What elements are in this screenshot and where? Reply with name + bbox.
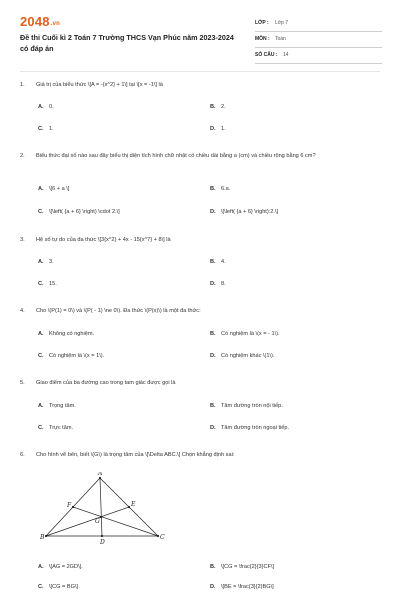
question-number: 4.	[20, 308, 25, 314]
option-label: A.	[38, 403, 44, 409]
question-text: Giá trị của biểu thức \[A = -{x^2} + 1\] tại \[x = -1\] là	[36, 82, 163, 88]
option-3b[interactable]	[210, 258, 226, 267]
label-f: F	[67, 502, 72, 509]
question-number: 1.	[20, 82, 25, 88]
question-number: 5.	[20, 380, 25, 386]
option-6c[interactable]	[38, 583, 78, 592]
label-b: B	[40, 534, 45, 541]
label-a: A	[98, 472, 103, 477]
point-e	[128, 506, 130, 508]
option-5d[interactable]	[210, 424, 289, 433]
option-text: \[\left( {a + 6} \right):2.\]	[221, 209, 279, 215]
option-label: C.	[38, 425, 44, 431]
logo-suffix: .vn	[50, 21, 61, 27]
option-text: 8.	[221, 281, 226, 287]
label-g: G	[95, 518, 100, 525]
option-1a[interactable]	[38, 103, 54, 112]
question-text: Hệ số tự do của đa thức \[3{x^2} + 4x - 15{x^7} + 8\] là	[36, 237, 171, 243]
option-label: D.	[210, 425, 216, 431]
option-4a[interactable]	[38, 330, 94, 339]
option-label: A.	[38, 104, 44, 110]
option-text: Có nghiệm là \(x = - 1\).	[221, 331, 280, 337]
option-text: \[BE = \frac{3}{2}BG\]	[221, 584, 274, 590]
option-text: Có nghiệm khác \(1\).	[221, 353, 275, 359]
meta-key: LỚP :	[255, 20, 269, 26]
option-label: D.	[210, 353, 216, 359]
question-text: Cho hình vẽ bên, biết \(G\) là trọng tâm của \[\Delta ABC.\] Chọn khẳng định sai:	[36, 452, 235, 458]
meta-key: SỐ CÂU :	[255, 52, 278, 58]
point-g	[100, 516, 102, 518]
option-label: A.	[38, 564, 44, 570]
point-c	[157, 535, 159, 537]
point-a	[99, 477, 101, 479]
option-text: 3.	[49, 259, 54, 265]
question-text: Cho \(P(1) = 0\) và \(P( - 1) \ne 0\). Đa thức \(P(x)\) là một đa thức:	[36, 308, 201, 314]
point-f	[72, 506, 74, 508]
question-text: Giao điểm của ba đường cao trong tam giác được gọi là	[36, 380, 176, 386]
option-4c[interactable]	[38, 352, 104, 361]
option-label: C.	[38, 281, 44, 287]
option-label: B.	[210, 331, 216, 337]
header	[20, 14, 382, 64]
option-1d[interactable]	[210, 125, 226, 134]
document-title: Đề thi Cuối kì 2 Toán 7 Trường THCS Vạn Phúc năm 2023-2024 có đáp án	[20, 33, 234, 53]
option-label: B.	[210, 259, 216, 265]
option-2b[interactable]	[210, 185, 230, 194]
site-logo[interactable]	[20, 14, 60, 29]
option-label: B.	[210, 186, 216, 192]
label-e: E	[131, 501, 136, 508]
option-5a[interactable]	[38, 402, 76, 411]
question-number: 6.	[20, 452, 25, 458]
option-text: Có nghiệm là \(x = 1\).	[49, 353, 105, 359]
option-label: C.	[38, 126, 44, 132]
option-2d[interactable]	[210, 208, 278, 217]
triangle-diagram	[40, 472, 180, 552]
question-number: 2.	[20, 153, 25, 159]
meta-value: Toán	[275, 36, 286, 42]
option-text: \[CG = \frac{2}{3}CF\]	[221, 564, 275, 570]
option-label: C.	[38, 209, 44, 215]
option-label: D.	[210, 126, 216, 132]
option-5b[interactable]	[210, 402, 283, 411]
label-d: D	[100, 539, 105, 546]
option-text: Trọng tâm.	[49, 403, 76, 409]
option-text: Không có nghiệm.	[49, 331, 95, 337]
option-4b[interactable]	[210, 330, 280, 339]
question-number: 3.	[20, 237, 25, 243]
option-label: B.	[210, 403, 216, 409]
option-2c[interactable]	[38, 208, 120, 217]
point-d	[101, 535, 103, 537]
meta-key: MÔN :	[255, 36, 270, 42]
meta-row-count	[255, 48, 382, 64]
option-text: 1.	[49, 126, 54, 132]
median-ad	[100, 478, 102, 536]
option-label: A.	[38, 331, 44, 337]
option-text: 4.	[221, 259, 226, 265]
option-text: 2.	[221, 104, 226, 110]
meta-row-subject	[255, 32, 382, 48]
meta-value: 14	[283, 52, 289, 58]
option-label: B.	[210, 104, 216, 110]
option-3a[interactable]	[38, 258, 54, 267]
label-c: C	[160, 534, 165, 541]
option-text: \[6 + a \]	[49, 186, 70, 192]
option-6a[interactable]	[38, 563, 83, 572]
meta-row-class	[255, 16, 382, 32]
option-1c[interactable]	[38, 125, 54, 134]
option-label: A.	[38, 259, 44, 265]
option-2a[interactable]	[38, 185, 69, 194]
meta-table	[255, 16, 382, 64]
option-text: \[\left( {a + 6} \right) \cdot 2.\]	[49, 209, 120, 215]
option-label: C.	[38, 584, 44, 590]
option-text: 15.	[49, 281, 57, 287]
option-text: 1.	[221, 126, 226, 132]
option-label: D.	[210, 281, 216, 287]
meta-value: Lớp 7	[275, 20, 289, 26]
option-4d[interactable]	[210, 352, 274, 361]
header-divider	[20, 71, 380, 72]
option-text: Trực tâm.	[49, 425, 74, 431]
logo-text: 2048	[20, 14, 50, 29]
option-5c[interactable]	[38, 424, 73, 433]
option-1b[interactable]	[210, 103, 226, 112]
option-label: B.	[210, 564, 216, 570]
point-b	[45, 535, 47, 537]
option-text: 0.	[49, 104, 54, 110]
option-6d[interactable]	[210, 583, 274, 592]
option-label: A.	[38, 186, 44, 192]
option-text: Tâm đường tròn ngoại tiếp.	[221, 425, 290, 431]
option-label: D.	[210, 209, 216, 215]
question-text: Biểu thức đại số nào sau đây biểu thị diện tích hình chữ nhật có chiều dài bằng a (cm) và chiều rộng bằng 6 cm?	[36, 153, 316, 159]
triangle-figure	[40, 472, 180, 552]
option-3c[interactable]	[38, 280, 57, 289]
option-label: D.	[210, 584, 216, 590]
option-text: \[CG = BG\]	[49, 584, 79, 590]
option-text: Tâm đường tròn nội tiếp.	[221, 403, 283, 409]
option-label: C.	[38, 353, 44, 359]
option-text: 6.a.	[221, 186, 231, 192]
option-6b[interactable]	[210, 563, 274, 572]
option-text: \[AG = 2GD\].	[49, 564, 83, 570]
option-3d[interactable]	[210, 280, 226, 289]
